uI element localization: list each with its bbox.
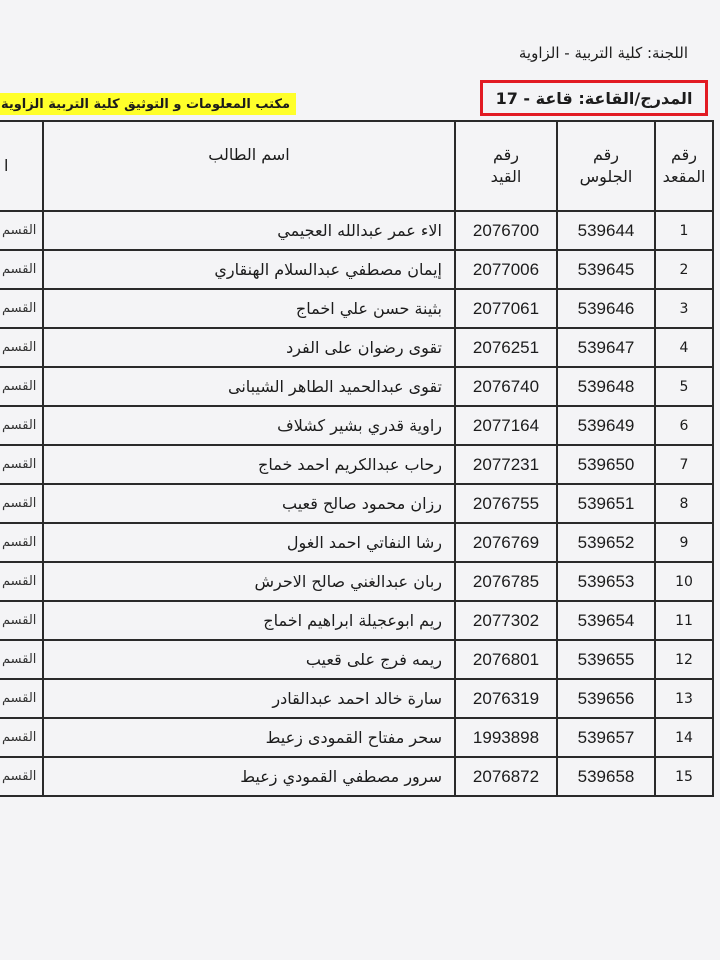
seat-cell: 5 [655, 367, 713, 406]
col-department-header: ا [0, 121, 43, 211]
student-name-cell: سارة خالد احمد عبدالقادر [43, 679, 455, 718]
seat-cell: 4 [655, 328, 713, 367]
office-banner-text: مكتب المعلومات و التوثيق كلية التربية الزاوية [0, 96, 290, 112]
seat-cell: 7 [655, 445, 713, 484]
sitting-number-cell: 539654 [557, 601, 655, 640]
registration-number-cell: 2076755 [455, 484, 557, 523]
department-cell: القسم [0, 523, 43, 562]
sitting-number-cell: 539652 [557, 523, 655, 562]
student-name-cell: تقوى عبدالحميد الطاهر الشيبانى [43, 367, 455, 406]
seat-cell: 2 [655, 250, 713, 289]
registration-number-cell: 2076872 [455, 757, 557, 796]
student-name-cell: رزان محمود صالح قعيب [43, 484, 455, 523]
committee-label: اللجنة: كلية التربية - الزاوية [518, 44, 688, 62]
student-name-cell: ريمه فرج على قعيب [43, 640, 455, 679]
table-row [0, 328, 713, 367]
department-cell: القسم [0, 289, 43, 328]
department-cell: القسم [0, 718, 43, 757]
department-cell: القسم [0, 562, 43, 601]
registration-number-cell: 2076740 [455, 367, 557, 406]
col-name-header: اسم الطالب [43, 121, 455, 211]
sitting-number-cell: 539651 [557, 484, 655, 523]
registration-number-cell: 1993898 [455, 718, 557, 757]
seat-cell: 9 [655, 523, 713, 562]
department-cell: القسم [0, 679, 43, 718]
table-row [0, 484, 713, 523]
table-row [0, 640, 713, 679]
seat-cell: 6 [655, 406, 713, 445]
sitting-number-cell: 539653 [557, 562, 655, 601]
table-row [0, 211, 713, 250]
seat-cell: 11 [655, 601, 713, 640]
hall-label [480, 80, 708, 116]
department-cell: القسم [0, 250, 43, 289]
office-banner [0, 93, 296, 115]
sitting-number-cell: 539655 [557, 640, 655, 679]
student-name-cell: رحاب عبدالكريم احمد خماج [43, 445, 455, 484]
registration-number-cell: 2077061 [455, 289, 557, 328]
table-row [0, 406, 713, 445]
student-name-cell: سرور مصطفي القمودي زعيط [43, 757, 455, 796]
table-row [0, 523, 713, 562]
student-name-cell: سحر مفتاح القمودى زعيط [43, 718, 455, 757]
students-table [0, 120, 714, 797]
department-cell: القسم [0, 211, 43, 250]
seat-cell: 10 [655, 562, 713, 601]
student-name-cell: راوية قدري بشير كشلاف [43, 406, 455, 445]
table-row [0, 757, 713, 796]
sitting-number-cell: 539644 [557, 211, 655, 250]
hall-text: المدرج/القاعة: قاعة - 17 [495, 88, 693, 108]
page-blank-area [0, 800, 720, 960]
seat-cell: 15 [655, 757, 713, 796]
department-cell: القسم [0, 601, 43, 640]
student-name-cell: رشا النفاتي احمد الغول [43, 523, 455, 562]
table-row [0, 289, 713, 328]
seat-cell: 14 [655, 718, 713, 757]
table-row [0, 679, 713, 718]
student-name-cell: الاء عمر عبدالله العجيمي [43, 211, 455, 250]
registration-number-cell: 2076251 [455, 328, 557, 367]
registration-number-cell: 2076700 [455, 211, 557, 250]
sitting-number-cell: 539657 [557, 718, 655, 757]
student-name-cell: بثينة حسن علي اخماج [43, 289, 455, 328]
department-cell: القسم [0, 445, 43, 484]
student-name-cell: ريم ابوعجيلة ابراهيم اخماج [43, 601, 455, 640]
table-row [0, 562, 713, 601]
sitting-number-cell: 539648 [557, 367, 655, 406]
sitting-number-cell: 539649 [557, 406, 655, 445]
registration-number-cell: 2077302 [455, 601, 557, 640]
department-cell: القسم [0, 328, 43, 367]
registration-number-cell: 2077164 [455, 406, 557, 445]
table-row [0, 367, 713, 406]
seat-cell: 12 [655, 640, 713, 679]
col-sitting-header: رقم الجلوس [557, 121, 655, 211]
department-cell: القسم [0, 406, 43, 445]
table-row [0, 718, 713, 757]
seat-cell: 3 [655, 289, 713, 328]
col-seat-header: رقم المقعد [655, 121, 713, 211]
department-cell: القسم [0, 484, 43, 523]
registration-number-cell: 2077006 [455, 250, 557, 289]
student-name-cell: تقوى رضوان على الفرد [43, 328, 455, 367]
registration-number-cell: 2076785 [455, 562, 557, 601]
table-header-row [0, 121, 713, 211]
sitting-number-cell: 539650 [557, 445, 655, 484]
student-name-cell: إيمان مصطفي عبدالسلام الهنقاري [43, 250, 455, 289]
department-cell: القسم [0, 367, 43, 406]
seat-cell: 1 [655, 211, 713, 250]
sitting-number-cell: 539656 [557, 679, 655, 718]
seat-cell: 13 [655, 679, 713, 718]
seat-cell: 8 [655, 484, 713, 523]
registration-number-cell: 2077231 [455, 445, 557, 484]
registration-number-cell: 2076319 [455, 679, 557, 718]
sitting-number-cell: 539645 [557, 250, 655, 289]
department-cell: القسم [0, 757, 43, 796]
sitting-number-cell: 539646 [557, 289, 655, 328]
registration-number-cell: 2076801 [455, 640, 557, 679]
sitting-number-cell: 539647 [557, 328, 655, 367]
table-row [0, 601, 713, 640]
department-cell: القسم [0, 640, 43, 679]
student-name-cell: ربان عبدالغني صالح الاحرش [43, 562, 455, 601]
col-registration-header: رقم القيد [455, 121, 557, 211]
sitting-number-cell: 539658 [557, 757, 655, 796]
registration-number-cell: 2076769 [455, 523, 557, 562]
table-row [0, 445, 713, 484]
table-row [0, 250, 713, 289]
